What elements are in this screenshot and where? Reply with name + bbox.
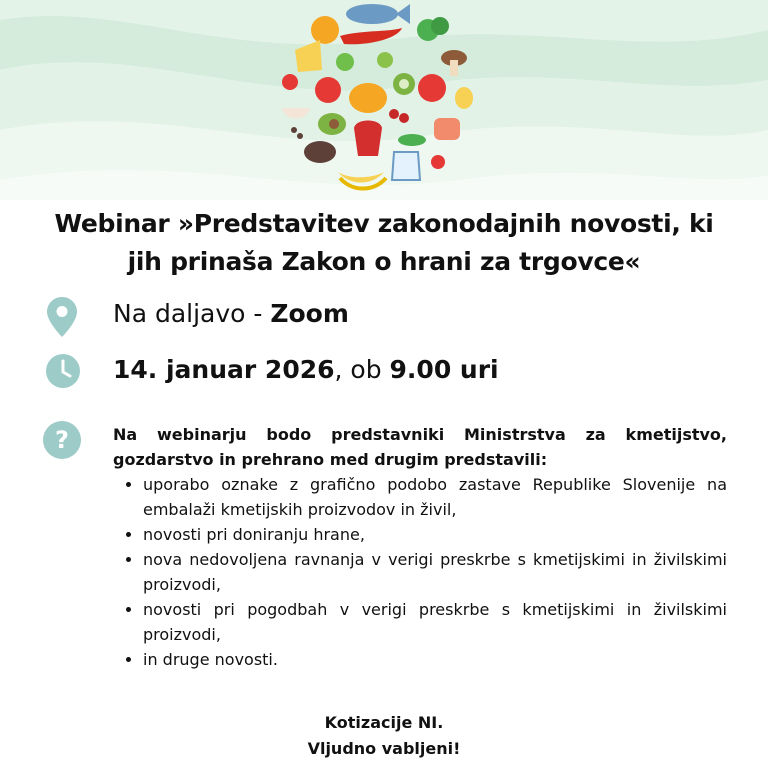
info-intro: Na webinarju bodo predstavniki Ministrstva za kmetijstvo, gozdarstvo in prehrano med drugim predstavili: xyxy=(113,425,727,469)
map-pin-icon xyxy=(46,296,78,338)
location-prefix: Na daljavo - xyxy=(113,299,271,328)
svg-text:?: ? xyxy=(55,426,69,454)
list-item: • in druge novosti. xyxy=(143,647,727,672)
clock-icon xyxy=(45,353,81,389)
location-text xyxy=(113,297,349,331)
date-day: 14. januar 2026 xyxy=(113,355,335,384)
topics-list xyxy=(113,472,727,672)
page-title xyxy=(30,205,738,281)
list-item: • nova nedovoljena ravnanja v verigi preskrbe s kmetijskimi in živilskimi proizvodi, xyxy=(143,547,727,597)
date-connector: , ob xyxy=(334,355,390,384)
date-text xyxy=(113,353,499,387)
list-item: • uporabo oznake z grafično podobo zastave Republike Slovenije na embalaži kmetijskih proizvodov in živil, xyxy=(143,472,727,522)
footer xyxy=(0,710,768,762)
list-item: • novosti pri doniranju hrane, xyxy=(143,522,727,547)
fee-note: Kotizacije NI. xyxy=(324,713,444,732)
location-platform: Zoom xyxy=(270,299,349,328)
invitation-note: Vljudno vabljeni! xyxy=(307,739,461,758)
title-line-1: Webinar »Predstavitev zakonodajnih novosti, ki xyxy=(54,209,714,238)
info-section xyxy=(113,422,727,672)
list-item: • novosti pri pogodbah v verigi preskrbe s kmetijskimi in živilskimi proizvodi, xyxy=(143,597,727,647)
question-icon xyxy=(42,420,82,460)
date-time: 9.00 uri xyxy=(389,355,499,384)
title-line-2: jih prinaša Zakon o hrani za trgovce« xyxy=(127,247,641,276)
food-illustration-header xyxy=(0,0,768,200)
